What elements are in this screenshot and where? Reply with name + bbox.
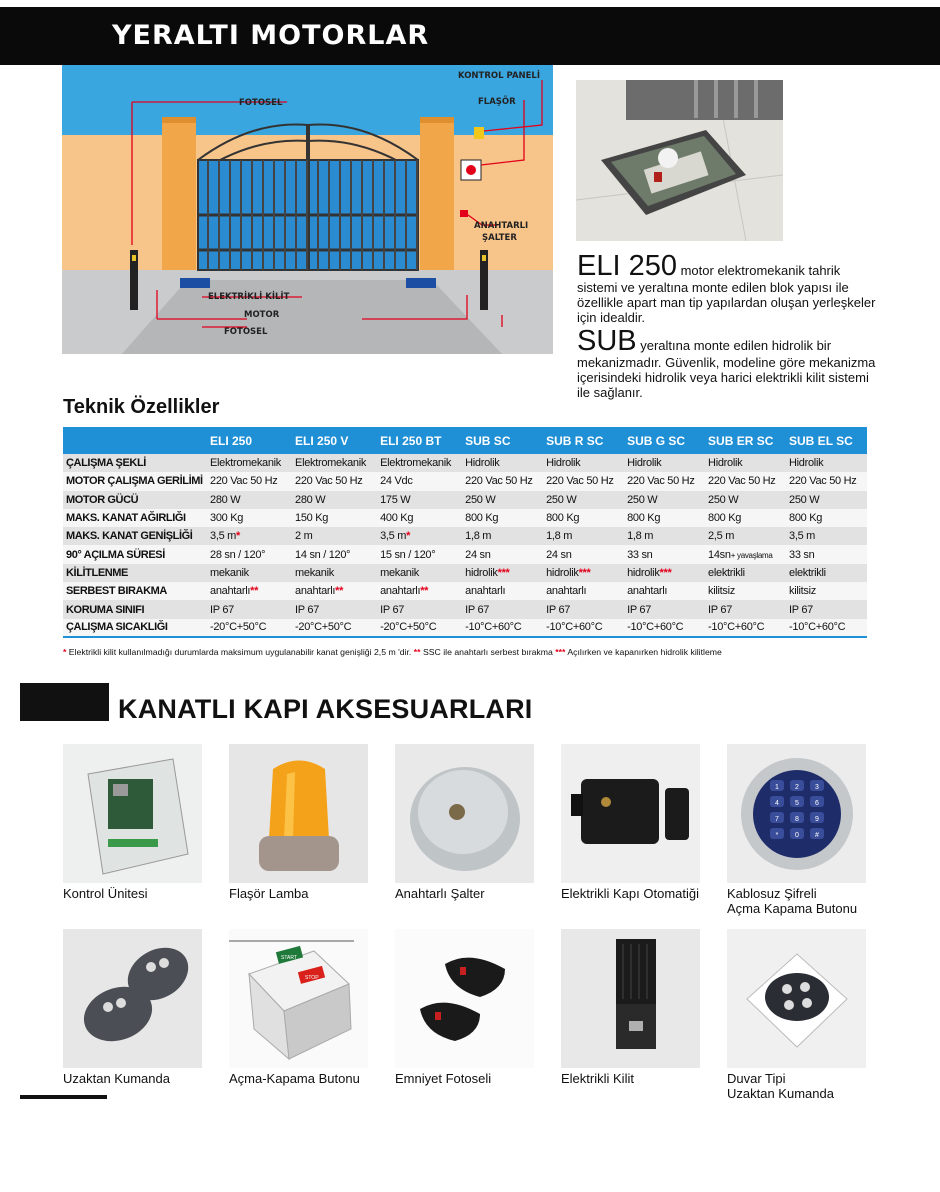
keypad-key-label: # <box>815 832 819 839</box>
row-label: MAKS. KANAT GENİŞLİĞİ <box>66 530 193 543</box>
eli-description <box>577 252 877 325</box>
spec-cell: -10°C+60°C <box>708 621 765 634</box>
specs-row <box>63 619 867 637</box>
label-fotosel-top: FOTOSEL <box>239 98 283 108</box>
spec-cell: Elektromekanik <box>295 457 367 470</box>
safety-photocell-image <box>395 929 534 1068</box>
footnote-mark: ** <box>250 585 259 598</box>
keypad-key-label: 1 <box>775 784 779 791</box>
spec-cell: 250 W <box>627 493 658 506</box>
spec-cell: 800 Kg <box>789 512 823 525</box>
specs-table <box>63 427 867 638</box>
accessory-item <box>63 744 202 901</box>
column-header: SUB EL SC <box>789 433 853 448</box>
spec-cell: -10°C+60°C <box>789 621 846 634</box>
spec-cell: 800 Kg <box>708 512 742 525</box>
spec-cell: -20°C+50°C <box>380 621 437 634</box>
spec-cell: 220 Vac 50 Hz <box>465 475 533 488</box>
spec-cell: IP 67 <box>380 603 405 616</box>
column-header: SUB ER SC <box>708 433 774 448</box>
footnote-star: ** <box>413 647 421 657</box>
accessory-label: Flaşör Lamba <box>229 886 309 901</box>
row-label: SERBEST BIRAKMA <box>66 585 167 598</box>
footnote-text-1: Elektrikli kilit kullanılmadığı durumlarda maksimum uygulanabilir kanat genişliği 2,5 m 'dir. <box>66 647 414 657</box>
spec-cell: 250 W <box>465 493 496 506</box>
spec-cell: IP 67 <box>546 603 571 616</box>
spec-cell: 14sn+ yavaşlama <box>708 548 773 561</box>
spec-cell: -10°C+60°C <box>465 621 522 634</box>
spec-cell: 3,5 m <box>789 530 816 543</box>
specs-row <box>63 582 867 600</box>
footnote-mark: * <box>406 530 411 543</box>
accessory-label: Uzaktan Kumanda <box>63 1071 170 1086</box>
specs-row <box>63 491 867 509</box>
spec-cell: 1,8 m <box>546 530 573 543</box>
keypad-key-label: 7 <box>775 816 779 823</box>
spec-cell: hidrolik*** <box>465 566 510 579</box>
keypad-key-label: 3 <box>815 784 819 791</box>
sub-heading: SUB <box>577 325 637 357</box>
accessory-item <box>561 929 700 1086</box>
accessory-item <box>727 744 866 916</box>
accessory-label: Elektrikli Kapı Otomatiği <box>561 886 699 901</box>
row-label: MOTOR GÜCÜ <box>66 493 139 506</box>
eli-text: motor elektromekanik tahrik sistemi ve yeraltına monte edilen blok yapısı ile özellikle apart man tip yapılardan oluşan yerleşkeler için idealdir. <box>577 263 876 325</box>
spec-cell: 800 Kg <box>546 512 580 525</box>
spec-cell: 800 Kg <box>465 512 499 525</box>
flasher-lamp-image <box>229 744 368 883</box>
spec-cell: IP 67 <box>210 603 234 616</box>
label-anahtarli: ANAHTARLI <box>474 221 529 231</box>
row-label: ÇALIŞMA ŞEKLİ <box>66 457 146 470</box>
section-marker <box>20 683 109 721</box>
accessory-label-line2: Uzaktan Kumanda <box>727 1086 834 1101</box>
spec-cell: -10°C+60°C <box>546 621 603 634</box>
specs-row <box>63 527 867 545</box>
spec-cell: 175 W <box>380 493 411 506</box>
underground-motor-photo <box>576 80 783 241</box>
column-header: SUB SC <box>465 433 511 448</box>
spec-cell: -10°C+60°C <box>627 621 684 634</box>
spec-cell: 24 sn <box>546 548 572 561</box>
keypad-key-label: 4 <box>775 800 779 807</box>
spec-cell: Hidrolik <box>546 457 581 470</box>
spec-cell: 220 Vac 50 Hz <box>627 475 695 488</box>
label-flasor: FLAŞÖR <box>478 97 516 107</box>
accessory-item <box>63 929 202 1086</box>
specs-row <box>63 454 867 472</box>
label-elektrikli-kilit: ELEKTRİKLİ KİLİT <box>208 292 290 302</box>
spec-cell: mekanik <box>295 566 334 579</box>
gate-system-diagram <box>62 65 553 354</box>
keypad-key-label: 0 <box>795 832 799 839</box>
footnote-star: *** <box>555 647 566 657</box>
footnote-mark: *** <box>497 566 510 579</box>
footnote-mark: * <box>236 530 240 543</box>
spec-cell: 3,5 m* <box>210 530 240 543</box>
spec-cell: IP 67 <box>627 603 652 616</box>
keypad-key-label: 8 <box>795 816 799 823</box>
spec-cell: anahtarlı <box>465 585 506 598</box>
spec-cell: 400 Kg <box>380 512 414 525</box>
stop-label: STOP <box>305 975 319 981</box>
spec-cell: 2,5 m <box>708 530 735 543</box>
accessory-item <box>229 929 368 1086</box>
spec-cell: 220 Vac 50 Hz <box>210 475 278 488</box>
row-label: KİLİTLENME <box>66 566 128 579</box>
spec-cell: mekanik <box>380 566 419 579</box>
spec-cell: 1,8 m <box>627 530 654 543</box>
spec-cell: 33 sn <box>627 548 653 561</box>
spec-cell: 15 sn / 120° <box>380 548 436 561</box>
row-label: 90° AÇILMA SÜRESİ <box>66 548 165 561</box>
keypad-key-label: 2 <box>795 784 799 791</box>
spec-cell: IP 67 <box>295 603 320 616</box>
column-header: ELI 250 <box>210 433 253 448</box>
remote-control-image <box>63 929 202 1068</box>
row-label: KORUMA SINIFI <box>66 603 145 616</box>
spec-cell: anahtarlı** <box>295 585 344 598</box>
control-unit-image <box>63 744 202 883</box>
label-kontrol-paneli: KONTROL PANELİ <box>458 71 541 81</box>
accessory-item <box>395 929 534 1086</box>
sub-text: yeraltına monte edilen hidrolik bir mekanizmadır. Güvenlik, modeline göre mekanizma içerisindeki hidrolik veya harici elektrikli kilit sistemi ile sağlanır. <box>577 338 876 400</box>
accessory-item <box>229 744 368 901</box>
spec-cell: 14 sn / 120° <box>295 548 351 561</box>
label-fotosel-bottom: FOTOSEL <box>224 327 268 337</box>
accessory-label: Emniyet Fotoseli <box>395 1071 492 1086</box>
specs-row <box>63 600 867 618</box>
spec-cell: 2 m <box>295 530 313 543</box>
spec-cell: elektrikli <box>708 566 745 579</box>
wall-remote-image <box>727 929 866 1068</box>
accessory-label-line2: Açma Kapama Butonu <box>727 901 858 916</box>
spec-cell: Hidrolik <box>627 457 662 470</box>
spec-cell: 280 W <box>210 493 241 506</box>
electric-door-lock-image <box>561 744 700 883</box>
row-label: ÇALIŞMA SICAKLIĞI <box>66 621 168 634</box>
spec-cell: 220 Vac 50 Hz <box>789 475 857 488</box>
spec-cell: Hidrolik <box>465 457 500 470</box>
wireless-keypad-image <box>727 744 866 883</box>
spec-cell: 220 Vac 50 Hz <box>295 475 363 488</box>
spec-cell: Hidrolik <box>708 457 743 470</box>
footer-rule <box>20 1095 107 1099</box>
accessory-label: Açma-Kapama Butonu <box>229 1071 360 1086</box>
footnote-text-2: SSC ile anahtarlı serbest bırakma <box>420 647 556 657</box>
accessory-label: Duvar Tipi <box>727 1071 786 1086</box>
accessory-item <box>561 744 700 901</box>
column-header: SUB R SC <box>546 433 604 448</box>
footnote-mark: ** <box>420 585 429 598</box>
spec-cell: IP 67 <box>789 603 814 616</box>
accessory-item <box>395 744 534 901</box>
header-bar <box>0 7 940 65</box>
accessory-label: Kontrol Ünitesi <box>63 886 148 901</box>
specs-row <box>63 564 867 582</box>
spec-cell: 220 Vac 50 Hz <box>708 475 776 488</box>
spec-cell: anahtarlı** <box>210 585 259 598</box>
eli-heading: ELI 250 <box>577 250 677 282</box>
spec-cell: 250 W <box>708 493 739 506</box>
label-salter: ŞALTER <box>482 233 517 243</box>
specs-row <box>63 472 867 490</box>
keypad-key-label: * <box>775 832 779 839</box>
page-title: YERALTI MOTORLAR <box>112 20 430 51</box>
accessories-title: KANATLI KAPI AKSESUARLARI <box>118 694 533 724</box>
spec-cell: 250 W <box>789 493 820 506</box>
spec-cell: IP 67 <box>465 603 490 616</box>
spec-cell: anahtarlı <box>546 585 587 598</box>
spec-cell: 800 Kg <box>627 512 661 525</box>
column-header: ELI 250 BT <box>380 433 442 448</box>
spec-cell: anahtarlı** <box>380 585 429 598</box>
keypad-key-label: 5 <box>795 800 799 807</box>
row-label: MOTOR ÇALIŞMA GERİLİMİ <box>66 475 203 488</box>
spec-cell: 3,5 m* <box>380 530 411 543</box>
spec-cell: Hidrolik <box>789 457 824 470</box>
spec-cell: kilitsiz <box>789 585 816 598</box>
spec-cell: hidrolik*** <box>627 566 672 579</box>
specs-title: Teknik Özellikler <box>63 396 220 418</box>
keypad-key-label: 9 <box>815 816 819 823</box>
accessory-item <box>727 929 866 1101</box>
electric-lock-image <box>561 929 700 1068</box>
spec-cell: 33 sn <box>789 548 815 561</box>
gate-illustration <box>62 65 553 354</box>
footnote-star: * <box>63 647 67 657</box>
column-header: SUB G SC <box>627 433 686 448</box>
product-description <box>577 252 877 402</box>
spec-cell: Elektromekanik <box>210 457 281 470</box>
specs-row <box>63 509 867 527</box>
open-close-button-image <box>229 929 368 1068</box>
spec-cell: hidrolik*** <box>546 566 591 579</box>
label-motor: MOTOR <box>244 310 280 320</box>
spec-cell: 250 W <box>546 493 577 506</box>
spec-cell: 24 sn <box>465 548 491 561</box>
accessory-label: Elektrikli Kilit <box>561 1071 634 1086</box>
footnote-mark: *** <box>659 566 672 579</box>
footnote-text-3: Açılırken ve kapanırken hidrolik kilitleme <box>565 647 722 657</box>
spec-cell: 300 Kg <box>210 512 244 525</box>
specs-row <box>63 545 867 563</box>
spec-cell: IP 67 <box>708 603 733 616</box>
key-switch-image <box>395 744 534 883</box>
spec-cell: elektrikli <box>789 566 826 579</box>
spec-cell: Elektromekanik <box>380 457 452 470</box>
spec-cell: 150 Kg <box>295 512 329 525</box>
spec-cell: kilitsiz <box>708 585 735 598</box>
specs-header-row <box>63 427 867 454</box>
column-header: ELI 250 V <box>295 433 349 448</box>
accessory-label: Anahtarlı Şalter <box>395 886 485 901</box>
spec-cell: -20°C+50°C <box>210 621 267 634</box>
spec-suffix: + yavaşlama <box>730 550 773 560</box>
column-header <box>63 427 207 454</box>
spec-cell: -20°C+50°C <box>295 621 352 634</box>
specs-footnote <box>63 647 722 657</box>
footnote-mark: ** <box>335 585 344 598</box>
spec-cell: mekanik <box>210 566 249 579</box>
spec-cell: 280 W <box>295 493 326 506</box>
start-label: START <box>281 955 297 961</box>
footnote-mark: *** <box>578 566 591 579</box>
accessory-label: Kablosuz Şifreli <box>727 886 817 901</box>
spec-cell: anahtarlı <box>627 585 668 598</box>
spec-cell: 1,8 m <box>465 530 492 543</box>
spec-cell: 28 sn / 120° <box>210 548 266 561</box>
spec-cell: 220 Vac 50 Hz <box>546 475 614 488</box>
sub-description <box>577 327 877 400</box>
keypad-key-label: 6 <box>815 800 819 807</box>
spec-cell: 24 Vdc <box>380 475 413 488</box>
row-label: MAKS. KANAT AĞIRLIĞI <box>66 512 186 525</box>
